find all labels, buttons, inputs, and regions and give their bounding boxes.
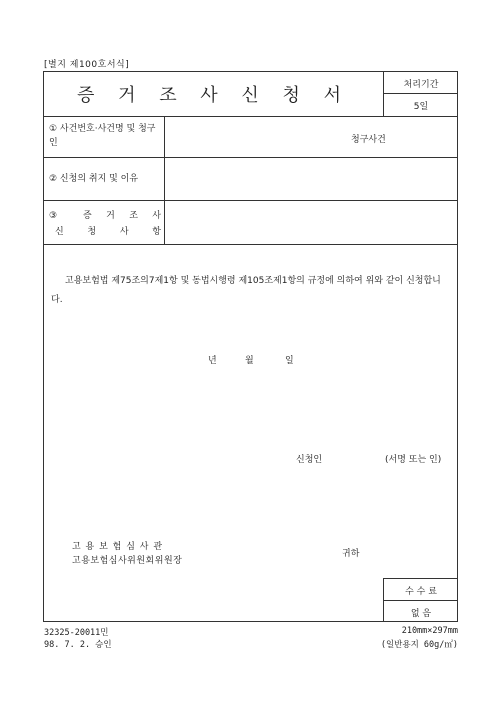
title-bottom-line — [43, 116, 458, 117]
processing-label: 처리기간 — [403, 80, 439, 90]
date-month: 월 — [245, 356, 254, 366]
footer-size: 210mm×297mm — [401, 626, 458, 636]
row2-label: ② 신청의 취지 및 이유 — [49, 174, 139, 184]
recipient-line2: 고용보험심사위원회위원장 — [72, 556, 183, 566]
applicant-label: 신청인 — [296, 455, 323, 465]
fee-top-line — [383, 578, 458, 579]
applicant-sign: (서명 또는 인) — [385, 455, 442, 465]
date-year: 년 — [208, 356, 217, 366]
row1-label: ① 사건번호·사건명 및 청구인 — [49, 124, 156, 148]
row3-label-line2: 신 청 사 항 — [55, 227, 161, 237]
footer-paper: (일반용지 60g/㎡) — [380, 640, 458, 650]
form-title: 증 거 조 사 신 청 서 — [76, 84, 351, 106]
processing-divider — [383, 93, 458, 94]
row1-value: 청구사건 — [351, 135, 386, 145]
row1-bottom-line — [43, 157, 458, 158]
request-body-text: 고용보험법 제75조의7제1항 및 동법시행령 제105조제1항의 규정에 의하여 위와 같이 신청합니다. — [51, 276, 441, 305]
row3-label-line1: ③ 증 거 조 사 — [49, 211, 161, 221]
processing-value: 5일 — [413, 102, 429, 112]
footer-code: 32325-20011민 — [44, 628, 109, 638]
form-number: [별지 제100호서식] — [44, 60, 130, 70]
date-day: 일 — [285, 356, 294, 366]
label-column-divider — [164, 116, 165, 244]
row2-bottom-line — [43, 200, 458, 201]
fee-divider — [383, 600, 458, 601]
fee-value: 없 음 — [410, 609, 432, 619]
recipient-line1: 고 용 보 험 심 사 관 — [72, 542, 164, 552]
footer-approval: 98. 7. 2. 승인 — [44, 640, 112, 650]
fee-label: 수 수 료 — [405, 587, 437, 597]
row3-bottom-line — [43, 244, 458, 245]
recipient-honorific: 귀하 — [342, 549, 360, 559]
